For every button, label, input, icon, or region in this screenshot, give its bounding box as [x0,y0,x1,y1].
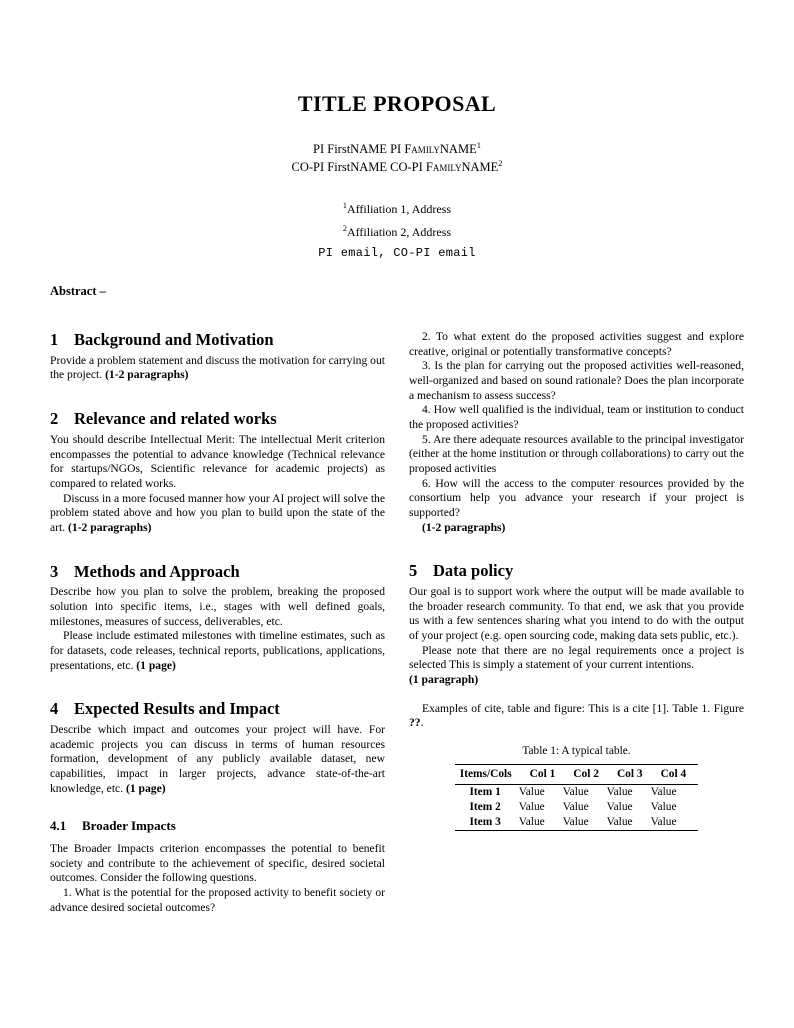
table-cell-r1c3: Value [606,801,633,814]
table-row [467,800,685,815]
table-bottom-rule [455,830,698,831]
section-title-1: Background and Motivation [74,330,274,349]
table-cell-r2c2: Value [562,816,589,829]
section-heading-expected-results [50,699,385,719]
author-1-firstname: PI FirstNAME PI [313,142,405,157]
broader-impacts-question-6: 6. How will the access to the computer resources provided by the consortium help you advance your research if your project is supported? [409,476,744,519]
affiliation-block [50,198,744,260]
broader-impacts-note-text: (1-2 paragraphs) [422,520,506,534]
broader-impacts-question-2: 2. To what extent do the proposed activities suggest and explore creative, original or potentially transformative concepts? [409,330,744,358]
abstract-block [50,282,744,300]
section-1-paragraph-1 [50,354,385,383]
left-column [50,330,385,915]
section-number-2: 2 [50,409,59,429]
section-number-5: 5 [409,561,418,581]
section-2-p2-note: (1-2 paragraphs) [68,520,152,534]
section-5-paragraph-1: Our goal is to support work where the output will be made available to the broader research community. To that end, we ask that you provide us with a few sentences sharing what you intend to do with the output of your project (e.g. open sourcing code, making data sets public, etc.). [409,584,744,642]
table-head [458,765,695,784]
table-cell-r0c4: Value [650,786,677,799]
abstract-label: Abstract – [50,284,106,298]
section-5-paragraph-2-note [409,673,744,688]
author-2-firstname: CO-PI FirstNAME CO-PI [291,160,426,175]
affiliation-1 [50,198,744,221]
table-cell-r1c2: Value [562,801,589,814]
section-heading-data-policy [409,561,744,581]
section-title-5: Data policy [433,561,514,581]
section-3-p2-text: Please include estimated milestones with timeline estimates, such as for datasets, code releases, technical reports, publications, applications, presentations, etc. [50,629,385,672]
section-5-examples-paragraph [409,702,744,731]
typical-table-body [467,785,685,830]
table-col-header-2: Col 2 [573,767,599,780]
section-title-4: Expected Results and Impact [74,699,280,719]
author-line-2 [50,158,744,176]
table-cell-r2c4: Value [650,816,677,829]
table-cell-r0c2: Value [562,786,589,799]
section-title-2: Relevance and related works [74,409,277,429]
table-col-header-4: Col 4 [660,767,687,780]
section-4-paragraph-1 [50,723,385,796]
section-2-paragraph-1: You should describe Intellectual Merit: The intellectual Merit criterion encompasses the potential to advance knowledge (Technical relevance for startups/NGOs, Scientific relevance for academic projects) as compared to related works. [50,432,385,490]
subsection-title-4-1: Broader Impacts [82,818,176,834]
section-number-4: 4 [50,699,59,719]
table-col-header-1: Col 1 [529,767,556,780]
table-cell-r1c1: Value [518,801,545,814]
table-cell-r1c0: Item 2 [469,801,501,814]
affiliation-1-marker: 1 [342,201,347,211]
section-5-note-text: (1 paragraph) [409,672,479,686]
author-2-familyname: FamilyNAME [425,160,499,175]
author-2-affiliation-marker: 2 [498,158,503,169]
table-row [467,785,685,800]
examples-text-end: . [420,716,424,730]
page-title: TITLE PROPOSAL [297,91,497,116]
broader-impacts-question-3: 3. Is the plan for carrying out the proposed activities well-reasoned, well-organized and based on sound rationale? Does the plan incorporate a mechanism to assess success? [409,359,744,402]
section-3-p2-note: (1 page) [136,658,176,672]
typical-table [458,765,695,784]
table-caption: Table 1: A typical table. [522,744,631,757]
broader-impacts-note [409,521,744,536]
table-row [467,815,685,830]
affiliation-1-text: Affiliation 1, Address [346,202,452,217]
author-emails: PI email, CO-PI email [318,246,476,261]
table-col-header-0: Items/Cols [459,767,512,780]
table-header-row [458,765,695,784]
broader-impacts-question-5: 5. Are there adequate resources available to the principal investigator (either at the home institution or through collaborations) to carry out the proposed activities [409,432,744,475]
section-title-3: Methods and Approach [74,561,240,581]
examples-text: Examples of cite, table and figure: This is a cite [1]. Table 1. Figure [422,701,744,715]
section-4-p1-text: Describe which impact and outcomes your project will have. For academic projects you can discuss in terms of human resources formation, development of any publicly available dataset, new capabilities, impact in larger projects, advance state-of-the-art knowledge, etc. [50,723,385,795]
subsection-4-1-paragraph-1: The Broader Impacts criterion encompasses the potential to benefit society and contribute to the achievement of specific, desired societal outcomes. Consider the following questions. [50,841,385,885]
title-block [50,92,744,260]
section-3-paragraph-1: Describe how you plan to solve the problem, breaking the proposed solution into specific items, i.e., stages with well defined goals, milestones, measures of success, deliverables, etc. [50,585,385,628]
subsection-heading-broader-impacts [50,818,385,834]
section-1-p1-text: Provide a problem statement and discuss the motivation for carrying out the project. [50,353,385,382]
table-col-header-3: Col 3 [616,767,643,780]
two-column-body [50,330,744,930]
table-cell-r1c4: Value [650,801,677,814]
section-5-paragraph-2: Please note that there are no legal requirements once a project is selected This is simply a statement of your current intentions. [409,643,744,672]
section-2-p2-text: Discuss in a more focused manner how your AI project will solve the problem stated above and how you plan to build upon the state of the art. [50,491,385,534]
table-rules-holder [455,764,698,831]
section-2-paragraph-2 [50,492,385,536]
section-number-1: 1 [50,330,59,349]
table-cell-r0c1: Value [518,786,545,799]
table-cell-r2c0: Item 3 [469,816,501,829]
section-heading-methods [50,562,385,582]
section-heading-background [50,330,385,350]
affiliation-2-marker: 2 [342,224,347,234]
table-cell-r0c3: Value [606,786,633,799]
table-cell-r2c1: Value [518,816,545,829]
table-body [467,785,685,830]
figure-ref-unresolved: ?? [409,716,421,730]
section-3-paragraph-2 [50,629,385,673]
section-1-p1-note: (1-2 paragraphs) [105,368,189,382]
broader-impacts-question-1: 1. What is the potential for the proposed activity to benefit society or advance desired societal outcomes? [50,885,385,914]
affiliation-2-text: Affiliation 2, Address [346,225,452,240]
section-number-3: 3 [50,561,59,581]
affiliation-2 [50,221,744,244]
table-block [409,745,744,831]
section-heading-relevance [50,409,385,429]
author-1-familyname: FamilyNAME [404,142,477,157]
table-cell-r0c0: Item 1 [469,786,501,799]
section-4-p1-note: (1 page) [125,781,166,795]
author-1-affiliation-marker: 1 [476,140,481,151]
author-line-1 [50,140,744,158]
right-column [409,330,744,831]
broader-impacts-question-4: 4. How well qualified is the individual, team or institution to conduct the proposed activities? [409,403,744,431]
subsection-number-4-1: 4.1 [50,818,67,834]
table-cell-r2c3: Value [606,816,633,829]
